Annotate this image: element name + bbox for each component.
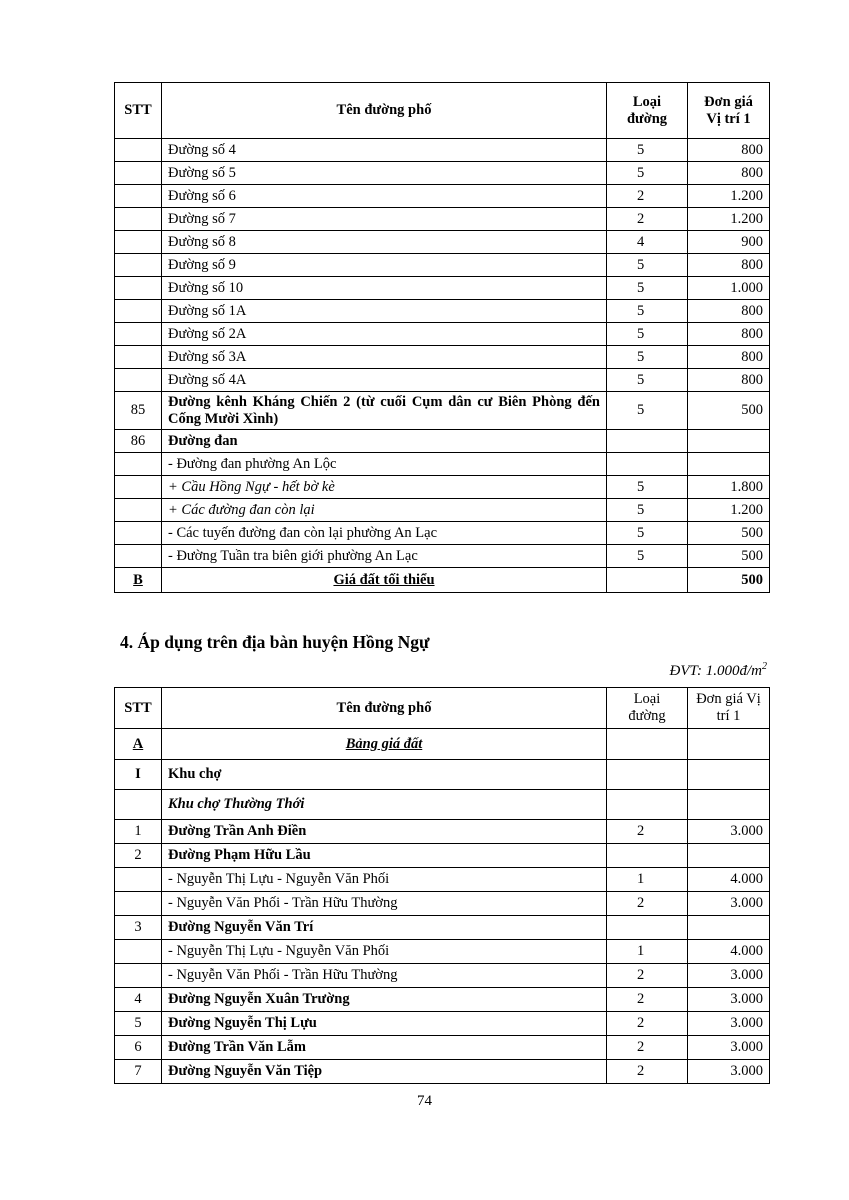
row-street-name: Đường Nguyễn Xuân Trường (162, 988, 607, 1012)
row-street-name: Đường số 5 (162, 162, 607, 185)
row-unit-price: 1.000 (688, 277, 770, 300)
row-road-type: 2 (607, 1036, 688, 1060)
row-street-name: Đường số 3A (162, 346, 607, 369)
row-unit-price: 3.000 (688, 1012, 770, 1036)
row-street-name: Đường số 8 (162, 231, 607, 254)
row-road-type: 2 (607, 964, 688, 988)
table-row (115, 277, 770, 300)
unit-label (669, 661, 767, 680)
row-stt (115, 964, 162, 988)
row-road-type: 5 (607, 545, 688, 568)
row-unit-price: 3.000 (688, 1060, 770, 1084)
table-row (115, 476, 770, 499)
row-stt (115, 323, 162, 346)
row-road-type: 2 (607, 988, 688, 1012)
row-street-name: - Nguyễn Thị Lựu - Nguyễn Văn Phối (162, 868, 607, 892)
row-unit-price: 3.000 (688, 1036, 770, 1060)
row-stt: B (115, 568, 162, 593)
header-road-type: Loại đường (607, 83, 688, 139)
row-stt (115, 868, 162, 892)
header-street-name: Tên đường phố (162, 688, 607, 729)
table-row (115, 430, 770, 453)
row-street-name: Đường số 7 (162, 208, 607, 231)
table-row (115, 453, 770, 476)
row-street-name: - Đường Tuần tra biên giới phường An Lạc (162, 545, 607, 568)
table-header-row (115, 688, 770, 729)
row-stt (115, 453, 162, 476)
table-row (115, 185, 770, 208)
row-street-name: Đường Trần Văn Lẫm (162, 1036, 607, 1060)
row-stt (115, 208, 162, 231)
row-unit-price: 500 (688, 568, 770, 593)
row-road-type (607, 790, 688, 820)
row-stt: 3 (115, 916, 162, 940)
row-unit-price: 900 (688, 231, 770, 254)
row-stt (115, 139, 162, 162)
row-stt (115, 790, 162, 820)
table-row (115, 940, 770, 964)
row-road-type: 5 (607, 323, 688, 346)
row-unit-price (688, 844, 770, 868)
table-row (115, 522, 770, 545)
row-street-name: Đường số 1A (162, 300, 607, 323)
row-unit-price (688, 430, 770, 453)
row-stt (115, 346, 162, 369)
row-unit-price: 3.000 (688, 988, 770, 1012)
row-unit-price: 3.000 (688, 820, 770, 844)
row-road-type: 5 (607, 162, 688, 185)
row-stt (115, 369, 162, 392)
table-row (115, 892, 770, 916)
row-road-type: 1 (607, 868, 688, 892)
row-unit-price (688, 790, 770, 820)
row-unit-price: 500 (688, 392, 770, 430)
row-road-type (607, 568, 688, 593)
table-row (115, 820, 770, 844)
row-street-name: Đường số 6 (162, 185, 607, 208)
row-unit-price: 3.000 (688, 964, 770, 988)
section-heading: 4. Áp dụng trên địa bàn huyện Hồng Ngự (120, 632, 430, 652)
row-road-type: 1 (607, 940, 688, 964)
table-row (115, 545, 770, 568)
header-unit-price: Đơn giá Vị trí 1 (688, 83, 770, 139)
row-stt (115, 254, 162, 277)
row-unit-price: 3.000 (688, 892, 770, 916)
row-street-name: Khu chợ (162, 760, 607, 790)
table-row (115, 760, 770, 790)
row-street-name: + Cầu Hồng Ngự - hết bờ kè (162, 476, 607, 499)
row-street-name: - Đường đan phường An Lộc (162, 453, 607, 476)
row-street-name: Đường Trần Anh Điền (162, 820, 607, 844)
header-unit-price: Đơn giá Vị trí 1 (688, 688, 770, 729)
row-stt: 5 (115, 1012, 162, 1036)
row-road-type (607, 430, 688, 453)
table-row (115, 1012, 770, 1036)
row-road-type: 5 (607, 392, 688, 430)
table-row (115, 162, 770, 185)
table-row (115, 369, 770, 392)
table-row (115, 729, 770, 760)
row-stt (115, 522, 162, 545)
row-street-name: Giá đất tối thiểu (162, 568, 607, 593)
header-street-name: Tên đường phố (162, 83, 607, 139)
row-unit-price (688, 453, 770, 476)
row-unit-price: 1.200 (688, 185, 770, 208)
row-unit-price: 800 (688, 346, 770, 369)
header-stt: STT (115, 83, 162, 139)
row-unit-price: 800 (688, 323, 770, 346)
row-unit-price: 800 (688, 139, 770, 162)
row-street-name: Đường đan (162, 430, 607, 453)
row-unit-price (688, 916, 770, 940)
row-street-name: Đường số 4 (162, 139, 607, 162)
row-stt (115, 476, 162, 499)
header-road-type: Loại đường (607, 688, 688, 729)
table-row (115, 499, 770, 522)
row-road-type: 4 (607, 231, 688, 254)
row-unit-price: 500 (688, 545, 770, 568)
row-stt: 2 (115, 844, 162, 868)
row-street-name: - Nguyễn Thị Lựu - Nguyễn Văn Phối (162, 940, 607, 964)
row-unit-price: 800 (688, 162, 770, 185)
row-street-name: Đường Phạm Hữu Lầu (162, 844, 607, 868)
row-stt: A (115, 729, 162, 760)
table-row (115, 844, 770, 868)
row-road-type (607, 453, 688, 476)
row-road-type: 2 (607, 185, 688, 208)
row-street-name: - Các tuyến đường đan còn lại phường An Lạc (162, 522, 607, 545)
table-row (115, 988, 770, 1012)
table-row (115, 323, 770, 346)
row-street-name: Đường Nguyễn Thị Lựu (162, 1012, 607, 1036)
row-unit-price: 1.200 (688, 208, 770, 231)
row-street-name: Đường số 10 (162, 277, 607, 300)
row-road-type: 5 (607, 300, 688, 323)
row-street-name: Bảng giá đất (162, 729, 607, 760)
row-road-type: 2 (607, 208, 688, 231)
row-stt (115, 185, 162, 208)
row-stt: 85 (115, 392, 162, 430)
row-unit-price: 500 (688, 522, 770, 545)
row-road-type: 2 (607, 1012, 688, 1036)
table-row (115, 868, 770, 892)
table-row (115, 139, 770, 162)
row-road-type (607, 844, 688, 868)
table-row (115, 346, 770, 369)
table-row (115, 964, 770, 988)
row-street-name: - Nguyễn Văn Phối - Trần Hữu Thường (162, 892, 607, 916)
row-stt (115, 277, 162, 300)
row-road-type: 5 (607, 277, 688, 300)
row-stt (115, 499, 162, 522)
row-stt: 4 (115, 988, 162, 1012)
page-number: 74 (417, 1093, 432, 1109)
row-stt (115, 231, 162, 254)
table-row (115, 1036, 770, 1060)
table-row (115, 254, 770, 277)
table-row (115, 916, 770, 940)
row-road-type: 5 (607, 369, 688, 392)
row-road-type: 5 (607, 139, 688, 162)
table-row (115, 392, 770, 430)
row-stt: 86 (115, 430, 162, 453)
row-unit-price: 1.800 (688, 476, 770, 499)
price-table-hong-ngu (114, 687, 770, 1084)
row-stt: I (115, 760, 162, 790)
table-row (115, 231, 770, 254)
row-road-type: 5 (607, 476, 688, 499)
row-unit-price: 1.200 (688, 499, 770, 522)
row-unit-price: 4.000 (688, 868, 770, 892)
row-stt (115, 940, 162, 964)
table-row (115, 1060, 770, 1084)
row-unit-price (688, 729, 770, 760)
row-road-type: 5 (607, 346, 688, 369)
row-street-name: Đường Nguyễn Văn Tiệp (162, 1060, 607, 1084)
row-street-name: Khu chợ Thường Thới (162, 790, 607, 820)
row-stt (115, 545, 162, 568)
row-road-type: 2 (607, 1060, 688, 1084)
header-stt: STT (115, 688, 162, 729)
table-header-row (115, 83, 770, 139)
price-table-continued (114, 82, 770, 593)
row-unit-price: 800 (688, 254, 770, 277)
row-stt (115, 300, 162, 323)
table-row (115, 208, 770, 231)
row-street-name: Đường kênh Kháng Chiến 2 (từ cuối Cụm dân cư Biên Phòng đến Cống Mười Xình) (162, 392, 607, 430)
row-stt: 1 (115, 820, 162, 844)
row-unit-price: 800 (688, 369, 770, 392)
unit-superscript: 2 (762, 661, 767, 672)
row-road-type: 2 (607, 820, 688, 844)
row-unit-price: 800 (688, 300, 770, 323)
unit-text: ĐVT: 1.000đ/m (669, 663, 762, 679)
row-street-name: Đường số 9 (162, 254, 607, 277)
row-stt: 7 (115, 1060, 162, 1084)
row-road-type: 5 (607, 254, 688, 277)
row-stt (115, 892, 162, 916)
row-unit-price: 4.000 (688, 940, 770, 964)
row-stt (115, 162, 162, 185)
row-street-name: Đường số 4A (162, 369, 607, 392)
row-street-name: Đường số 2A (162, 323, 607, 346)
row-road-type (607, 760, 688, 790)
row-street-name: Đường Nguyễn Văn Trí (162, 916, 607, 940)
table-row (115, 300, 770, 323)
row-road-type: 2 (607, 892, 688, 916)
row-road-type (607, 916, 688, 940)
row-unit-price (688, 760, 770, 790)
row-road-type: 5 (607, 499, 688, 522)
table-row (115, 568, 770, 593)
row-road-type: 5 (607, 522, 688, 545)
row-street-name: + Các đường đan còn lại (162, 499, 607, 522)
row-road-type (607, 729, 688, 760)
row-stt: 6 (115, 1036, 162, 1060)
row-street-name: - Nguyễn Văn Phối - Trần Hữu Thường (162, 964, 607, 988)
table-row (115, 790, 770, 820)
